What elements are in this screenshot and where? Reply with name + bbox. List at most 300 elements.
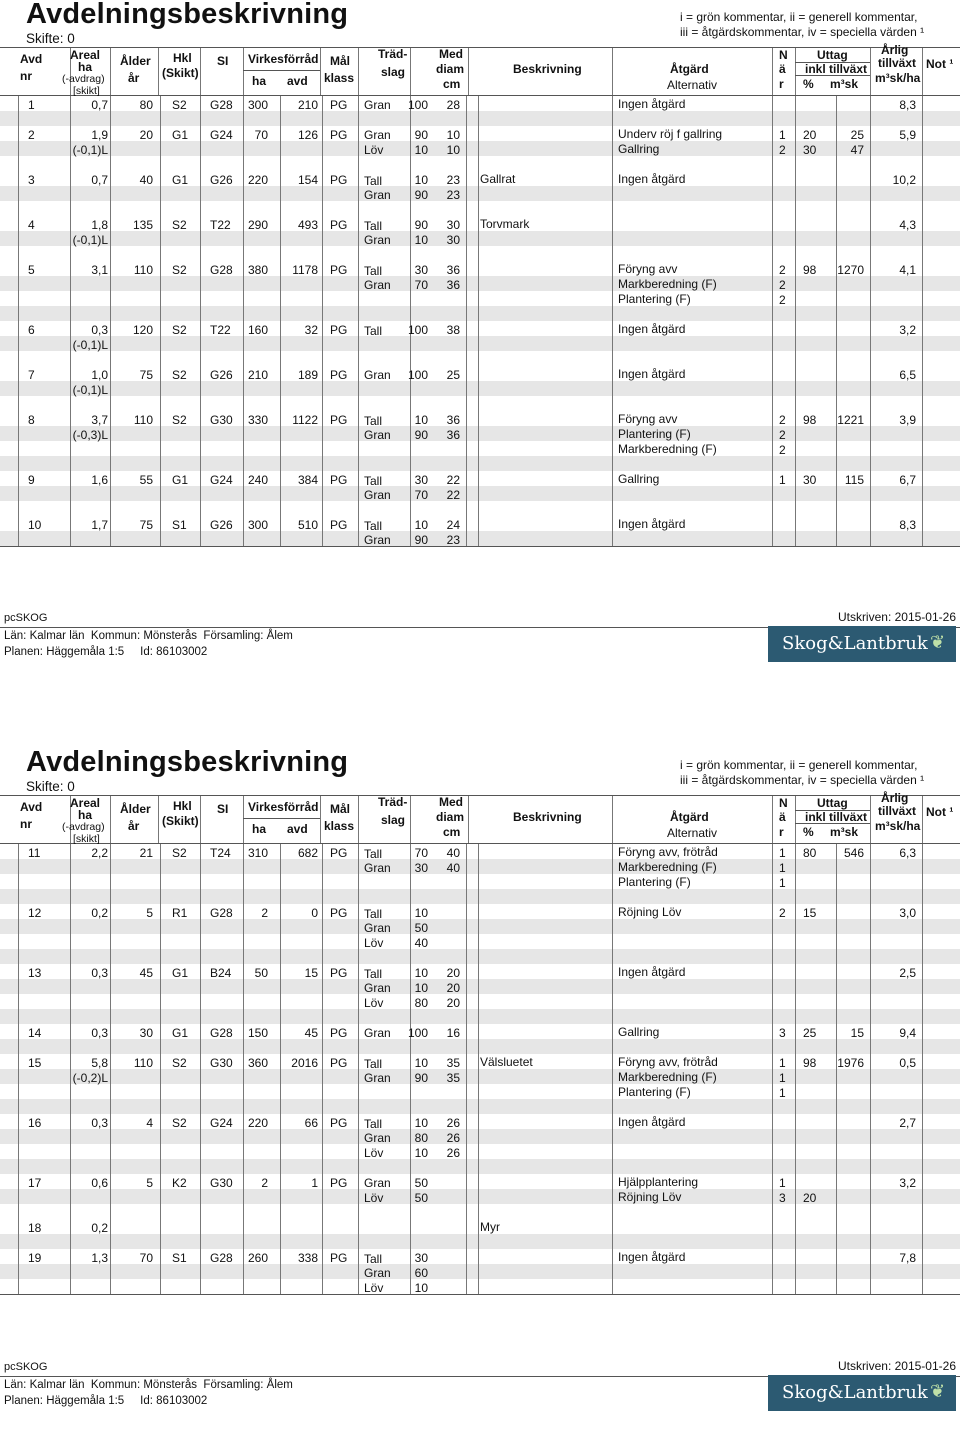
cell-uttag-pct: 30	[803, 143, 817, 157]
cell-andel: 90	[414, 428, 428, 442]
cell-andel: 10	[414, 1056, 428, 1070]
cell-andel: 100	[407, 368, 428, 382]
column-divider	[110, 1114, 111, 1174]
header-bottom-line	[0, 95, 960, 96]
cell-areal: 3,1	[91, 263, 108, 277]
cell-vf-ha: 160	[247, 323, 268, 337]
column-divider	[870, 1114, 871, 1174]
column-divider	[466, 96, 467, 126]
column-divider	[922, 844, 923, 904]
column-divider	[870, 1054, 871, 1114]
cell-avd-nr: 6	[28, 323, 35, 337]
column-divider	[322, 844, 323, 904]
column-divider	[160, 964, 161, 1024]
column-divider	[870, 126, 871, 171]
cell-areal: 0,3	[91, 1026, 108, 1040]
cell-hkl: G1	[172, 473, 189, 487]
cell-arlig-tillvaxt: 3,2	[899, 1176, 916, 1190]
column-divider	[612, 411, 613, 471]
column-divider	[870, 261, 871, 321]
header-med: Med	[439, 47, 463, 61]
cell-tradslag: Tall	[364, 414, 383, 428]
row-stripe	[0, 186, 960, 201]
cell-vf-avd: 154	[297, 173, 318, 187]
header-divider	[922, 796, 923, 843]
row-stripe	[0, 949, 960, 964]
column-divider	[200, 516, 201, 546]
report-page-1	[0, 0, 960, 707]
header-top-line	[0, 47, 960, 48]
cell-andel: 60	[414, 1266, 428, 1280]
column-divider	[772, 1249, 773, 1294]
column-divider	[466, 1024, 467, 1054]
header-diam: diam	[436, 62, 465, 76]
header-m3sk: m³sk	[830, 825, 859, 839]
column-divider	[358, 1249, 359, 1294]
column-divider	[466, 471, 467, 516]
column-divider	[870, 1249, 871, 1294]
column-divider	[160, 1114, 161, 1174]
column-divider	[466, 366, 467, 411]
column-divider	[795, 844, 796, 904]
column-divider	[922, 1249, 923, 1294]
column-divider	[466, 1174, 467, 1219]
column-divider	[200, 411, 201, 471]
cell-diam: 20	[446, 996, 460, 1010]
cell-tradslag: Tall	[364, 264, 383, 278]
header-mal: Mål	[330, 54, 351, 68]
column-divider	[922, 171, 923, 216]
column-divider	[358, 471, 359, 516]
header-atgard: Åtgärd	[670, 810, 709, 824]
column-divider	[478, 844, 479, 904]
column-divider	[18, 321, 19, 366]
cell-hkl: G1	[172, 173, 189, 187]
column-divider	[478, 411, 479, 471]
column-divider	[795, 1249, 796, 1294]
column-divider	[358, 1024, 359, 1054]
cell-andel: 90	[414, 188, 428, 202]
header-areal-ha: ha	[78, 60, 93, 74]
column-divider	[322, 216, 323, 261]
cell-diam: 26	[446, 1131, 460, 1145]
header-alder: Ålder	[120, 802, 151, 816]
header-diam: diam	[436, 810, 465, 824]
header-divider	[320, 796, 321, 843]
column-divider	[836, 96, 837, 126]
cell-arlig-tillvaxt: 3,0	[899, 906, 916, 920]
column-divider	[358, 844, 359, 904]
column-divider	[466, 1249, 467, 1294]
cell-tradslag: Löv	[364, 1281, 384, 1295]
cell-areal: 2,2	[91, 846, 108, 860]
column-divider	[160, 96, 161, 126]
column-divider	[200, 171, 201, 216]
cell-nar: 1	[779, 128, 786, 142]
location-line: Län: Kalmar län Kommun: Mönsterås Församling: Ålem	[4, 1379, 293, 1391]
row-stripe	[0, 231, 960, 246]
cell-avd-nr: 18	[28, 1221, 42, 1235]
cell-avdrag: (-0,1)L	[72, 233, 108, 247]
cell-vf-avd: 1	[311, 1176, 318, 1190]
header-divider	[200, 48, 201, 95]
cell-vf-ha: 290	[247, 218, 268, 232]
header-mal: Mål	[330, 802, 351, 816]
header-nr: nr	[20, 817, 32, 831]
leaf-icon: ❦	[930, 1381, 946, 1402]
column-divider	[110, 261, 111, 321]
cell-vf-avd: 2016	[291, 1056, 318, 1070]
cell-diam: 22	[446, 473, 460, 487]
column-divider	[358, 516, 359, 546]
column-divider	[410, 1219, 411, 1249]
cell-uttag-pct: 20	[803, 1191, 817, 1205]
column-divider	[322, 411, 323, 471]
row-stripe	[0, 1234, 960, 1249]
cell-tradslag: Tall	[364, 907, 383, 921]
cell-diam: 25	[446, 368, 460, 382]
header-divider	[110, 48, 111, 95]
cell-diam: 26	[446, 1116, 460, 1130]
cell-avd-nr: 8	[28, 413, 35, 427]
cell-malklass: PG	[330, 473, 348, 487]
column-divider	[922, 516, 923, 546]
cell-diam: 10	[446, 143, 460, 157]
header-divider	[410, 48, 411, 95]
column-divider	[795, 411, 796, 471]
cell-tradslag: Gran	[364, 278, 391, 292]
page-title: Avdelningsbeskrivning	[26, 0, 349, 30]
cell-nar: 2	[779, 906, 786, 920]
cell-areal: 5,8	[91, 1056, 108, 1070]
column-divider	[795, 516, 796, 546]
cell-si: G26	[210, 518, 233, 532]
header-divider	[243, 796, 244, 843]
column-divider	[18, 171, 19, 216]
column-divider	[870, 904, 871, 964]
column-divider	[322, 1219, 323, 1249]
row-stripe	[0, 111, 960, 126]
cell-andel: 30	[414, 263, 428, 277]
column-divider	[110, 904, 111, 964]
cell-avdrag: (-0,1)L	[72, 338, 108, 352]
utskriven-date: Utskriven: 2015-01-26	[837, 1359, 956, 1373]
cell-tradslag: Gran	[364, 488, 391, 502]
cell-vf-ha: 150	[247, 1026, 268, 1040]
cell-malklass: PG	[330, 323, 348, 337]
column-divider	[110, 844, 111, 904]
cell-hkl: R1	[172, 906, 188, 920]
column-divider	[922, 904, 923, 964]
cell-vf-ha: 50	[254, 966, 268, 980]
cell-arlig-tillvaxt: 4,3	[899, 218, 916, 232]
pcskog-label: pcSKOG	[4, 612, 48, 624]
cell-vf-ha: 300	[247, 98, 268, 112]
cell-atgard: Plantering (F)	[618, 875, 691, 889]
cell-alder: 20	[139, 128, 153, 142]
cell-vf-ha: 220	[247, 173, 268, 187]
cell-arlig-tillvaxt: 0,5	[899, 1056, 916, 1070]
column-divider	[870, 1024, 871, 1054]
cell-areal: 3,7	[91, 413, 108, 427]
cell-avdrag: (-0,2)L	[72, 1071, 108, 1085]
cell-atgard: Ingen åtgärd	[618, 1115, 686, 1129]
cell-si: T22	[210, 323, 231, 337]
cell-atgard: Ingen åtgärd	[618, 1250, 686, 1264]
legend-line: iii = åtgärdskommentar, iv = speciella värden ¹	[680, 25, 925, 39]
cell-malklass: PG	[330, 1251, 348, 1265]
column-divider	[110, 1174, 111, 1219]
column-divider	[612, 471, 613, 516]
cell-atgard: Ingen åtgärd	[618, 965, 686, 979]
cell-vf-avd: 338	[297, 1251, 318, 1265]
cell-atgard: Föryng avv	[618, 412, 678, 426]
column-divider	[200, 1114, 201, 1174]
row-stripe	[0, 456, 960, 471]
row-stripe	[0, 306, 960, 321]
cell-alder: 4	[146, 1116, 153, 1130]
cell-vf-avd: 126	[297, 128, 318, 142]
cell-andel: 10	[414, 1146, 428, 1160]
cell-tradslag: Gran	[364, 533, 391, 547]
column-divider	[358, 964, 359, 1024]
column-divider	[466, 964, 467, 1024]
cell-andel: 100	[407, 1026, 428, 1040]
column-divider	[795, 216, 796, 261]
column-divider	[478, 1114, 479, 1174]
column-divider	[466, 126, 467, 171]
cell-nar: 3	[779, 1026, 786, 1040]
column-divider	[200, 1024, 201, 1054]
cell-vf-ha: 2	[261, 1176, 268, 1190]
column-divider	[772, 216, 773, 261]
cell-vf-avd: 1122	[292, 413, 318, 427]
column-divider	[478, 1249, 479, 1294]
cell-vf-avd: 66	[304, 1116, 318, 1130]
cell-diam: 20	[446, 966, 460, 980]
column-divider	[322, 96, 323, 126]
column-divider	[795, 1024, 796, 1054]
header-m3sk: m³sk	[830, 77, 859, 91]
cell-atgard: Markberedning (F)	[618, 277, 717, 291]
column-divider	[200, 216, 201, 261]
cell-areal: 1,6	[91, 473, 108, 487]
header-areal-avdrag: (-avdrag)	[62, 73, 105, 85]
cell-diam: 30	[446, 233, 460, 247]
cell-areal: 0,2	[91, 906, 108, 920]
cell-beskrivning: Myr	[480, 1220, 500, 1234]
column-divider	[160, 216, 161, 261]
column-divider	[795, 126, 796, 171]
cell-si: G28	[210, 263, 233, 277]
cell-andel: 100	[407, 323, 428, 337]
cell-malklass: PG	[330, 1056, 348, 1070]
column-divider	[612, 1249, 613, 1294]
column-divider	[612, 216, 613, 261]
header-arlig: Årlig	[881, 43, 909, 57]
header-divider	[772, 48, 773, 95]
column-divider	[836, 1174, 837, 1219]
header-hkl-skikt: (Skikt)	[162, 814, 199, 828]
header-top-line	[0, 795, 960, 796]
cell-malklass: PG	[330, 1026, 348, 1040]
column-divider	[922, 216, 923, 261]
header-areal-ha: ha	[78, 808, 93, 822]
column-divider	[478, 516, 479, 546]
column-divider	[466, 1219, 467, 1249]
cell-tradslag: Tall	[364, 847, 383, 861]
cell-hkl: S2	[172, 323, 187, 337]
header-divider	[795, 796, 796, 843]
cell-vf-ha: 2	[261, 906, 268, 920]
cell-uttag-m3sk: 546	[843, 846, 864, 860]
column-divider	[466, 1054, 467, 1114]
cell-tradslag: Tall	[364, 1252, 383, 1266]
row-stripe	[0, 1039, 960, 1054]
cell-vf-ha: 330	[247, 413, 268, 427]
cell-andel: 90	[414, 1071, 428, 1085]
cell-atgard: Föryng avv	[618, 262, 678, 276]
column-divider	[836, 171, 837, 216]
cell-tradslag: Gran	[364, 368, 391, 382]
header-divider	[468, 796, 469, 843]
column-divider	[200, 366, 201, 411]
skifte-label: Skifte: 0	[26, 31, 75, 46]
cell-andel: 10	[414, 981, 428, 995]
column-divider	[160, 1174, 161, 1219]
column-divider	[772, 171, 773, 216]
column-divider	[772, 844, 773, 904]
cell-arlig-tillvaxt: 4,1	[899, 263, 916, 277]
cell-avdrag: (-0,1)L	[72, 143, 108, 157]
column-divider	[18, 216, 19, 261]
cell-hkl: G1	[172, 128, 189, 142]
cell-alder: 110	[133, 1056, 153, 1070]
column-divider	[466, 261, 467, 321]
column-divider	[160, 904, 161, 964]
cell-areal: 1,9	[91, 128, 108, 142]
column-divider	[795, 904, 796, 964]
column-divider	[612, 1219, 613, 1249]
column-divider	[110, 471, 111, 516]
column-divider	[160, 321, 161, 366]
column-divider	[795, 1174, 796, 1219]
column-divider	[478, 964, 479, 1024]
column-divider	[922, 96, 923, 126]
cell-vf-avd: 510	[297, 518, 318, 532]
cell-uttag-pct: 20	[803, 128, 817, 142]
cell-tradslag: Löv	[364, 1191, 384, 1205]
cell-si: G30	[210, 1176, 233, 1190]
cell-andel: 30	[414, 1251, 428, 1265]
header-nr: nr	[20, 69, 32, 83]
column-divider	[18, 1174, 19, 1219]
cell-arlig-tillvaxt: 6,7	[899, 473, 916, 487]
column-divider	[200, 904, 201, 964]
cell-atgard: Markberedning (F)	[618, 442, 717, 456]
cell-diam: 23	[446, 188, 460, 202]
header-inkl-tillvaxt: inkl tillväxt	[805, 62, 868, 76]
cell-diam: 26	[446, 1146, 460, 1160]
cell-vf-ha: 310	[247, 846, 268, 860]
cell-arlig-tillvaxt: 2,7	[899, 1116, 916, 1130]
cell-avd-nr: 16	[28, 1116, 42, 1130]
column-divider	[870, 366, 871, 411]
cell-tradslag: Tall	[364, 474, 383, 488]
column-divider	[322, 1054, 323, 1114]
cell-areal: 0,7	[91, 98, 108, 112]
cell-atgard: Plantering (F)	[618, 427, 691, 441]
column-divider	[466, 844, 467, 904]
header-n: N	[779, 48, 788, 62]
cell-beskrivning: Gallrat	[480, 172, 516, 186]
column-divider	[322, 1174, 323, 1219]
header-hkl: Hkl	[173, 51, 192, 65]
cell-si: G24	[210, 1116, 233, 1130]
cell-areal: 0,3	[91, 966, 108, 980]
cell-si: T24	[210, 846, 231, 860]
cell-arlig-tillvaxt: 6,3	[899, 846, 916, 860]
column-divider	[160, 471, 161, 516]
cell-diam: 35	[446, 1056, 460, 1070]
cell-andel: 10	[414, 966, 428, 980]
column-divider	[110, 411, 111, 471]
column-divider	[200, 261, 201, 321]
cell-uttag-m3sk: 1976	[837, 1056, 864, 1070]
column-divider	[358, 1174, 359, 1219]
column-divider	[478, 321, 479, 366]
column-divider	[18, 366, 19, 411]
cell-tradslag: Gran	[364, 98, 391, 112]
cell-areal: 0,6	[91, 1176, 108, 1190]
cell-alder: 21	[139, 846, 153, 860]
column-divider	[612, 171, 613, 216]
cell-vf-ha: 240	[247, 473, 268, 487]
header-bottom-line	[0, 843, 960, 844]
column-divider	[322, 1249, 323, 1294]
column-divider	[772, 96, 773, 126]
column-divider	[358, 216, 359, 261]
cell-andel: 10	[414, 233, 428, 247]
cell-andel: 10	[414, 1116, 428, 1130]
cell-andel: 40	[414, 936, 428, 950]
cell-atgard: Hjälpplantering	[618, 1175, 699, 1189]
cell-vf-avd: 15	[304, 966, 318, 980]
column-divider	[200, 844, 201, 904]
cell-nar: 2	[779, 278, 786, 292]
cell-malklass: PG	[330, 128, 348, 142]
cell-atgard: Ingen åtgärd	[618, 322, 686, 336]
column-divider	[160, 1024, 161, 1054]
cell-alder: 5	[146, 906, 153, 920]
column-divider	[478, 471, 479, 516]
cell-tradslag: Tall	[364, 1117, 383, 1131]
cell-hkl: S2	[172, 98, 187, 112]
header-divider	[612, 48, 613, 95]
cell-si: B24	[210, 966, 232, 980]
cell-uttag-m3sk: 15	[850, 1026, 864, 1040]
header-areal-skikt: [skikt]	[73, 833, 100, 845]
header-tradslag: Träd-	[378, 47, 408, 61]
header-m3skha: m³sk/ha	[875, 819, 921, 833]
column-divider	[18, 1219, 19, 1249]
column-divider	[870, 844, 871, 904]
cell-tradslag: Löv	[364, 143, 384, 157]
column-divider	[18, 904, 19, 964]
header-tillvaxt: tillväxt	[878, 804, 917, 818]
page-title: Avdelningsbeskrivning	[26, 746, 349, 778]
cell-andel: 90	[414, 218, 428, 232]
